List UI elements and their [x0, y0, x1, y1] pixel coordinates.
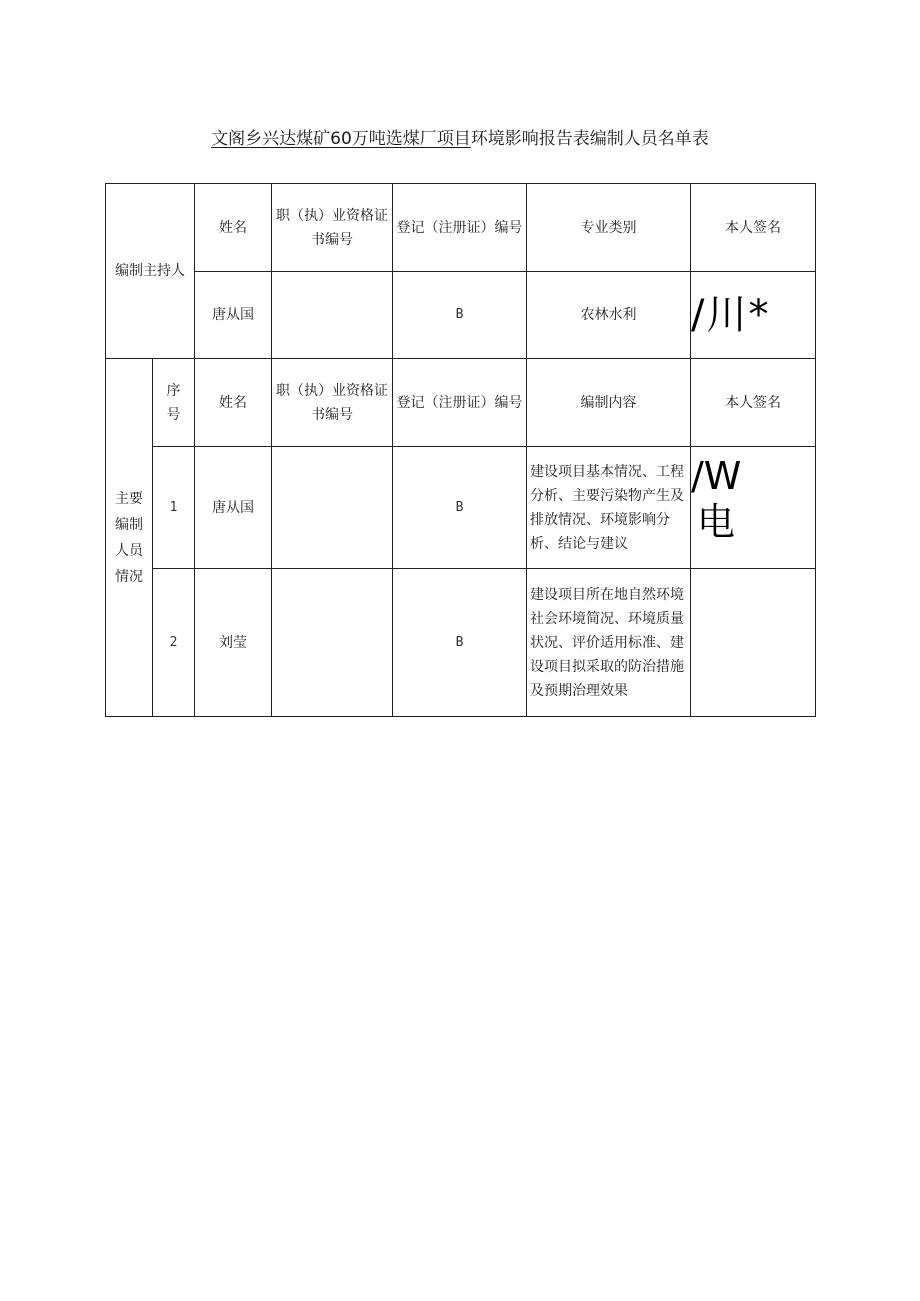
host-header-cert: 职（执）业资格证书编号 [272, 184, 393, 272]
staff-2-name: 刘莹 [195, 569, 272, 717]
host-specialty: 农林水利 [527, 272, 691, 359]
host-reg-no: B [393, 272, 527, 359]
staff-1-signature-line1: /W [691, 454, 742, 498]
staff-row-1 [106, 447, 816, 569]
host-header-row [106, 184, 816, 272]
staff-2-cert-no [272, 569, 393, 717]
staff-header-index: 序号 [153, 359, 195, 447]
host-header-reg: 登记（注册证）编号 [393, 184, 527, 272]
document-title [0, 124, 920, 149]
host-name: 唐从国 [195, 272, 272, 359]
staff-row-2 [106, 569, 816, 717]
host-cert-no [272, 272, 393, 359]
staff-header-signature: 本人签名 [691, 359, 816, 447]
staff-1-name: 唐从国 [195, 447, 272, 569]
title-project-name: 文阁乡兴达煤矿60万吨选煤厂项目 [211, 129, 471, 149]
staff-header-name: 姓名 [195, 359, 272, 447]
staff-header-reg: 登记（注册证）编号 [393, 359, 527, 447]
host-header-specialty: 专业类别 [527, 184, 691, 272]
staff-2-content: 建设项目所在地自然环境社会环境简况、环境质量状况、评价适用标准、建设项目拟采取的防治措施及预期治理效果 [527, 569, 691, 717]
staff-1-signature [691, 447, 816, 569]
staff-header-content: 编制内容 [527, 359, 691, 447]
staff-header-row [106, 359, 816, 447]
staff-2-signature [691, 569, 816, 717]
host-data-row [106, 272, 816, 359]
staff-1-cert-no [272, 447, 393, 569]
host-header-signature: 本人签名 [691, 184, 816, 272]
staff-1-reg-no: B [393, 447, 527, 569]
personnel-table [105, 183, 816, 717]
staff-1-signature-line2: 电 [697, 500, 736, 544]
host-signature: /川* [691, 272, 816, 359]
host-header-name: 姓名 [195, 184, 272, 272]
staff-group-label: 主要编制人员情况 [106, 359, 153, 717]
staff-header-cert: 职（执）业资格证书编号 [272, 359, 393, 447]
staff-1-index: 1 [153, 447, 195, 569]
staff-2-reg-no: B [393, 569, 527, 717]
staff-1-content: 建设项目基本情况、工程分析、主要污染物产生及排放情况、环境影响分析、结论与建议 [527, 447, 691, 569]
staff-2-index: 2 [153, 569, 195, 717]
host-group-label: 编制主持人 [106, 184, 195, 359]
title-form-name: 环境影响报告表编制人员名单表 [470, 129, 709, 149]
